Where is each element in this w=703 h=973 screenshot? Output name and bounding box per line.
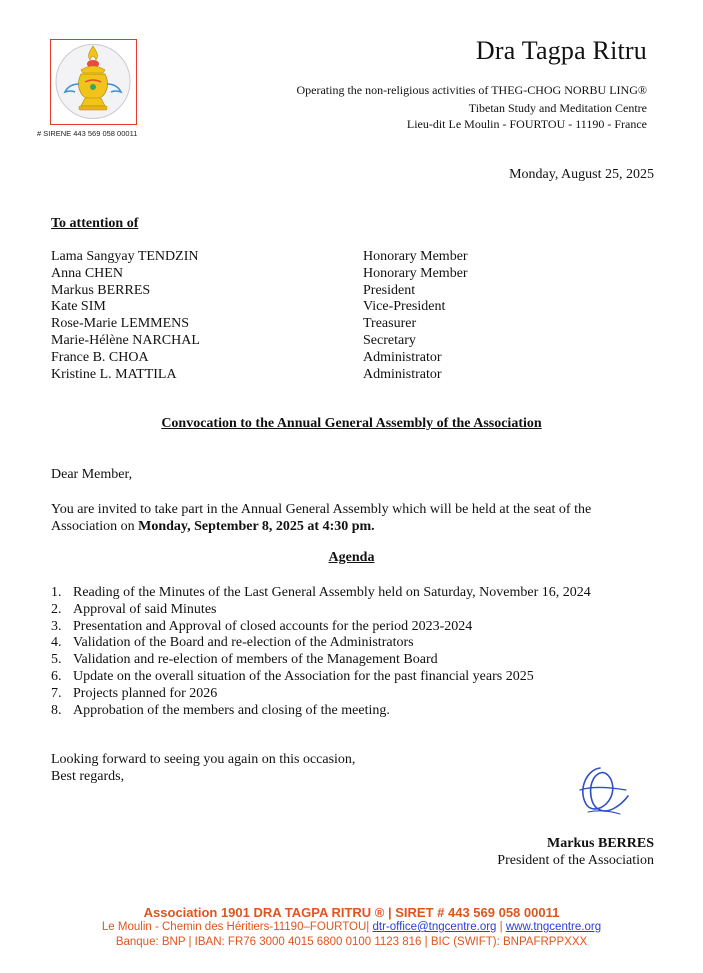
agenda-heading: Agenda: [328, 550, 375, 565]
member-role: President: [363, 282, 416, 298]
association-logo: [50, 39, 137, 125]
member-row: [51, 367, 491, 384]
agenda-item: [51, 602, 651, 619]
footer-association-line: Association 1901 DRA TAGPA RITRU ® | SIRET # 443 569 058 00011: [143, 905, 560, 920]
agenda-item: [51, 652, 651, 669]
member-role: Honorary Member: [363, 249, 468, 264]
agenda-item: [51, 669, 651, 686]
member-role: Honorary Member: [363, 265, 468, 281]
meeting-datetime: Monday, September 8, 2025 at 4:30 pm.: [138, 519, 375, 534]
sirene-number: # SIRENE 443 569 058 00011: [37, 129, 138, 138]
footer-separator: |: [496, 921, 506, 933]
member-name: Rose-Marie LEMMENS: [51, 316, 190, 332]
member-role: Administrator: [363, 349, 442, 365]
golden-vase-logo-icon: [51, 40, 135, 123]
footer-email-link[interactable]: dtr-office@tngcentre.org: [372, 921, 497, 933]
invitation-paragraph: [51, 501, 631, 535]
agenda-item-number: 6.: [51, 668, 62, 684]
signer-block: [497, 835, 654, 869]
member-name: Kristine L. MATTILA: [51, 366, 177, 382]
member-list: [51, 249, 491, 383]
member-row: [51, 283, 491, 300]
handwritten-signature: [570, 760, 632, 823]
footer-contact-line: [0, 921, 703, 933]
footer-bank-line: Banque: BNP | IBAN: FR76 3000 4015 6800 0100 1123 816 | BIC (SWIFT): BNPAFRPPXXX: [115, 936, 588, 948]
agenda-item-number: 8.: [51, 702, 62, 718]
agenda-item-text: Presentation and Approval of closed accounts for the period 2023-2024: [73, 618, 473, 634]
member-name: Markus BERRES: [51, 282, 151, 298]
member-name: Marie-Hélène NARCHAL: [51, 332, 200, 348]
signer-name: Markus BERRES: [547, 836, 654, 851]
agenda-list: [51, 585, 651, 719]
agenda-item-number: 4.: [51, 635, 62, 651]
header-operating-line: Operating the non-religious activities of THEG-CHOG NORBU LING®: [296, 83, 647, 97]
member-row: [51, 249, 491, 266]
member-row: [51, 350, 491, 367]
agenda-item-text: Reading of the Minutes of the Last General Assembly held on Saturday, November 16, 2024: [73, 585, 591, 600]
signer-title: President of the Association: [497, 853, 654, 868]
closing-line-2: Best regards,: [51, 769, 125, 784]
agenda-item: [51, 585, 651, 602]
member-role: Secretary: [363, 332, 416, 348]
footer-website-link[interactable]: www.tngcentre.org: [505, 921, 602, 933]
agenda-item: [51, 703, 651, 720]
invitation-prefix: Association on: [51, 519, 139, 534]
agenda-item-number: 2.: [51, 601, 62, 617]
agenda-item-number: 7.: [51, 685, 62, 701]
invitation-line-2: [51, 518, 631, 535]
member-row: [51, 316, 491, 333]
closing: [51, 751, 631, 785]
member-row: [51, 299, 491, 316]
footer-address: Le Moulin - Chemin des Héritiers-11190–FOURTOU|: [101, 921, 373, 933]
agenda-item-number: 1.: [51, 585, 62, 600]
member-row: [51, 266, 491, 283]
member-name: Lama Sangyay TENDZIN: [51, 249, 199, 264]
member-role: Treasurer: [363, 316, 417, 332]
organization-name: Dra Tagpa Ritru: [475, 36, 647, 65]
member-role: Administrator: [363, 366, 442, 382]
salutation: Dear Member,: [51, 467, 133, 482]
agenda-item-text: Approval of said Minutes: [73, 601, 217, 617]
member-name: France B. CHOA: [51, 349, 149, 365]
attention-heading: To attention of: [51, 216, 139, 231]
header-address-line: Lieu-dit Le Moulin - FOURTOU - 11190 - France: [406, 117, 647, 131]
closing-line-1: Looking forward to seeing you again on this occasion,: [51, 752, 356, 767]
member-role: Vice-President: [363, 299, 446, 315]
header-centre-line: Tibetan Study and Meditation Centre: [468, 101, 647, 115]
agenda-item-text: Approbation of the members and closing of the meeting.: [73, 702, 390, 718]
agenda-item-text: Projects planned for 2026: [73, 685, 218, 701]
agenda-item-text: Validation of the Board and re-election of the Administrators: [73, 635, 414, 651]
letter-date: Monday, August 25, 2025: [509, 167, 654, 182]
convocation-title: Convocation to the Annual General Assembly of the Association: [161, 416, 542, 431]
member-name: Kate SIM: [51, 299, 106, 315]
member-name: Anna CHEN: [51, 265, 123, 281]
member-row: [51, 333, 491, 350]
agenda-item: [51, 635, 651, 652]
agenda-item: [51, 619, 651, 636]
agenda-item: [51, 686, 651, 703]
agenda-item-text: Update on the overall situation of the Association for the past financial years 2025: [73, 668, 534, 684]
signature-icon: [570, 760, 632, 818]
agenda-item-number: 5.: [51, 652, 62, 668]
invitation-line-1: You are invited to take part in the Annual General Assembly which will be held at the seat of the: [51, 502, 592, 517]
agenda-item-text: Validation and re-election of members of the Management Board: [73, 652, 438, 668]
agenda-item-number: 3.: [51, 618, 62, 634]
